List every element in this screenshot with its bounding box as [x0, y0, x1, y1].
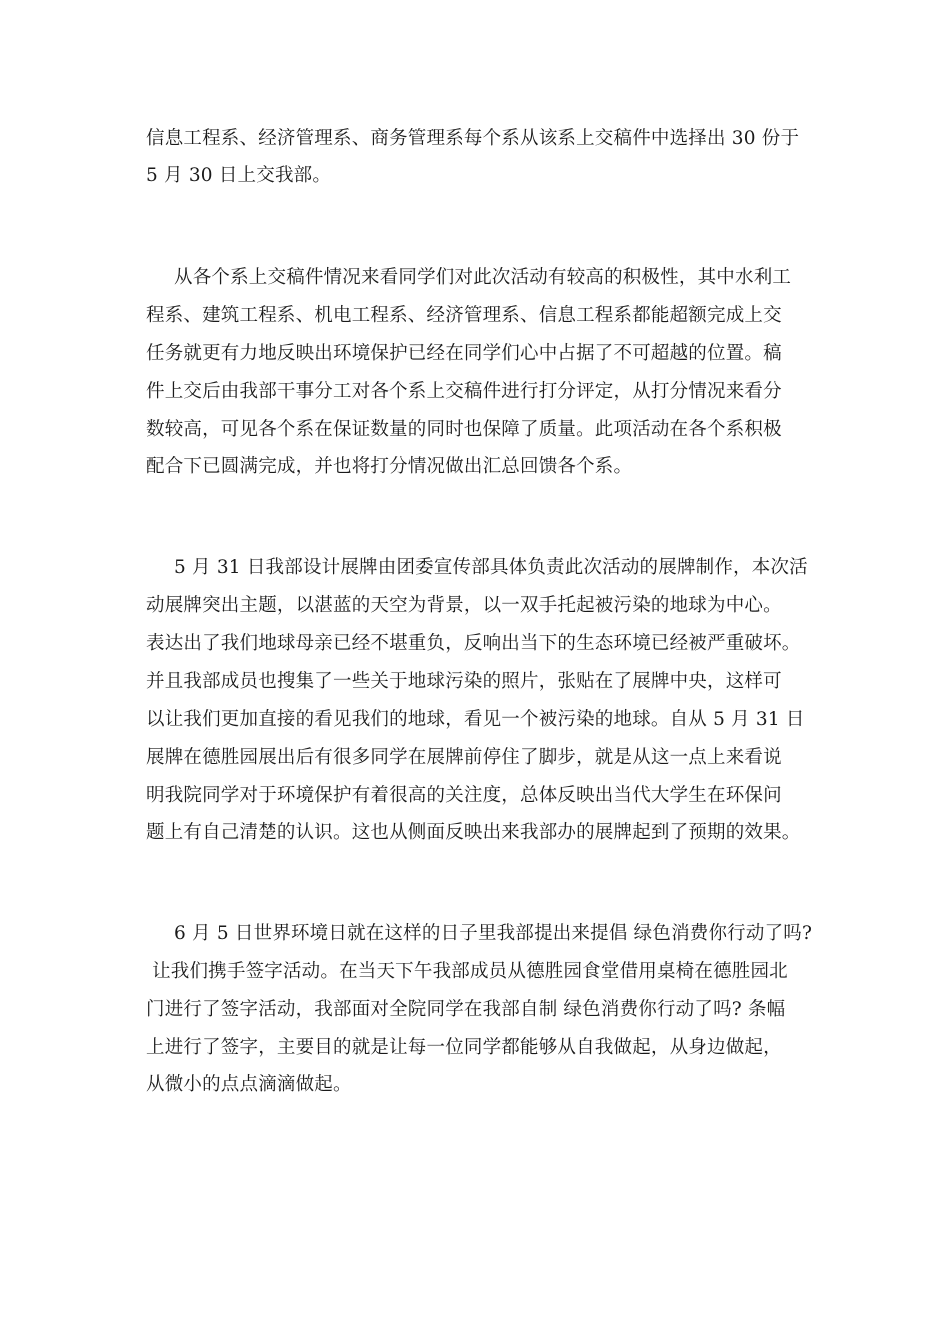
paragraph-2-line-5: 数较高，可见各个系在保证数量的同时也保障了质量。此项活动在各个系积极	[146, 419, 782, 440]
paragraph-3-line-2: 动展牌突出主题，以湛蓝的天空为背景，以一双手托起被污染的地球为中心。	[146, 595, 782, 616]
paragraph-4-line-2: 让我们携手签字活动。在当天下午我部成员从德胜园食堂借用桌椅在德胜园北	[146, 961, 788, 982]
paragraph-2-line-2: 程系、建筑工程系、机电工程系、经济管理系、信息工程系都能超额完成上交	[146, 305, 782, 326]
paragraph-4-line-1: 6 月 5 日世界环境日就在这样的日子里我部提出来提倡 绿色消费你行动了吗?	[174, 923, 813, 944]
paragraph-3-line-5: 以让我们更加直接的看见我们的地球，看见一个被污染的地球。自从 5 月 31 日	[146, 709, 805, 730]
paragraph-3-line-3: 表达出了我们地球母亲已经不堪重负，反响出当下的生态环境已经被严重破坏。	[146, 633, 801, 654]
paragraph-4-line-3: 门进行了签字活动，我部面对全院同学在我部自制 绿色消费你行动了吗? 条幅	[146, 999, 786, 1020]
paragraph-1-line-1: 信息工程系、经济管理系、商务管理系每个系从该系上交稿件中选择出 30 份于	[146, 128, 800, 149]
paragraph-2-line-1: 从各个系上交稿件情况来看同学们对此次活动有较高的积极性，其中水利工	[174, 267, 792, 288]
paragraph-2-line-3: 任务就更有力地反映出环境保护已经在同学们心中占据了不可超越的位置。稿	[146, 343, 782, 364]
paragraph-3-line-4: 并且我部成员也搜集了一些关于地球污染的照片，张贴在了展牌中央，这样可	[146, 671, 782, 692]
paragraph-3-line-8: 题上有自己清楚的认识。这也从侧面反映出来我部办的展牌起到了预期的效果。	[146, 822, 801, 843]
paragraph-4-line-5: 从微小的点点滴滴做起。	[146, 1074, 352, 1095]
paragraph-2-line-6: 配合下已圆满完成，并也将打分情况做出汇总回馈各个系。	[146, 456, 633, 477]
paragraph-2-line-4: 件上交后由我部干事分工对各个系上交稿件进行打分评定，从打分情况来看分	[146, 381, 782, 402]
paragraph-4-line-4: 上进行了签字，主要目的就是让每一位同学都能够从自我做起，从身边做起，	[146, 1037, 782, 1058]
paragraph-1-line-2: 5 月 30 日上交我部。	[146, 165, 332, 186]
paragraph-3-line-1: 5 月 31 日我部设计展牌由团委宣传部具体负责此次活动的展牌制作，本次活	[174, 557, 808, 578]
paragraph-3-line-6: 展牌在德胜园展出后有很多同学在展牌前停住了脚步，就是从这一点上来看说	[146, 747, 782, 768]
paragraph-3-line-7: 明我院同学对于环境保护有着很高的关注度，总体反映出当代大学生在环保问	[146, 785, 782, 806]
